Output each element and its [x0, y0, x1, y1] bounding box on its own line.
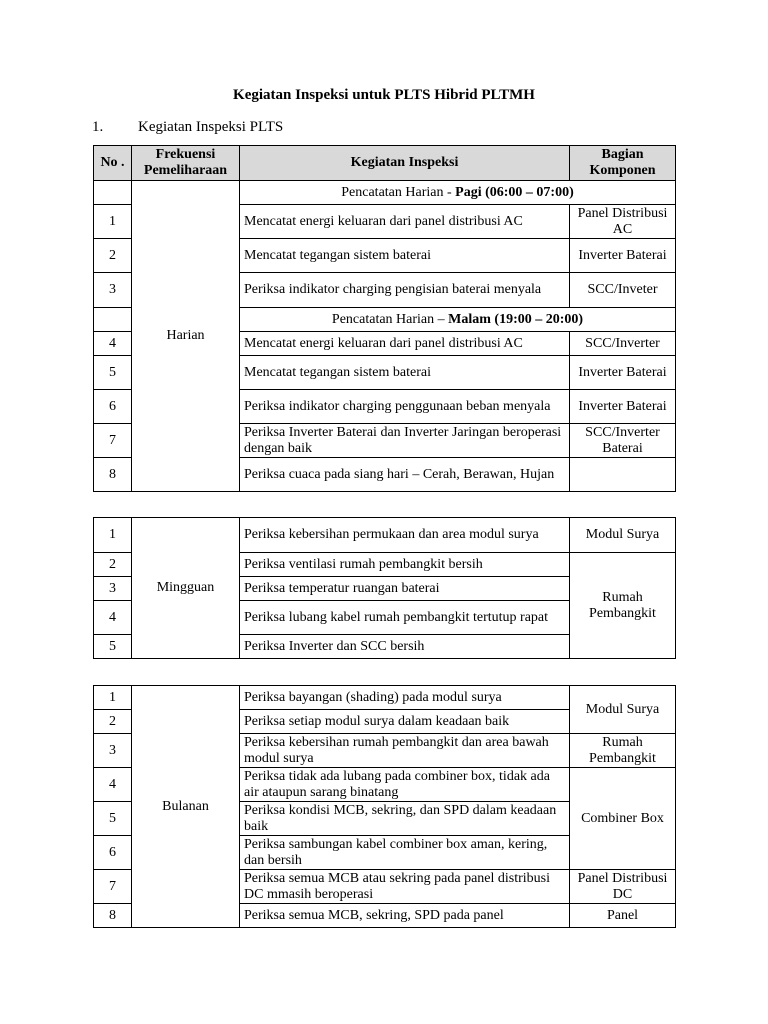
row-no: 1: [94, 518, 132, 553]
row-no: 5: [94, 635, 132, 659]
row-no: 2: [94, 239, 132, 273]
row-component: Panel Distribusi AC: [570, 205, 676, 239]
frequency-cell: Harian: [132, 181, 240, 492]
row-component: Panel: [570, 904, 676, 928]
table-mingguan: [93, 517, 676, 659]
row-component: SCC/Inveter: [570, 273, 676, 308]
row-component: Inverter Baterai: [570, 390, 676, 424]
row-activity: Mencatat energi keluaran dari panel distribusi AC: [240, 205, 570, 239]
row-no: 3: [94, 734, 132, 768]
row-activity: Periksa temperatur ruangan baterai: [240, 577, 570, 601]
frequency-cell: Mingguan: [132, 518, 240, 659]
row-no: 8: [94, 458, 132, 492]
row-activity: Periksa Inverter dan SCC bersih: [240, 635, 570, 659]
row-component: Rumah Pembangkit: [570, 734, 676, 768]
header-activity: Kegiatan Inspeksi: [240, 146, 570, 181]
row-no: 4: [94, 601, 132, 635]
table-harian: [93, 145, 676, 492]
row-component: Modul Surya: [570, 686, 676, 734]
row-component: SCC/Inverter: [570, 332, 676, 356]
row-activity: Periksa kondisi MCB, sekring, dan SPD dalam keadaan baik: [240, 802, 570, 836]
table-header-row: [94, 146, 676, 181]
row-component: Inverter Baterai: [570, 239, 676, 273]
row-activity: Mencatat energi keluaran dari panel distribusi AC: [240, 332, 570, 356]
row-no: 3: [94, 273, 132, 308]
row-activity: Mencatat tegangan sistem baterai: [240, 239, 570, 273]
row-activity: Periksa sambungan kabel combiner box aman, kering, dan bersih: [240, 836, 570, 870]
row-component: [570, 458, 676, 492]
row-no: 2: [94, 710, 132, 734]
row-component: Panel Distribusi DC: [570, 870, 676, 904]
row-no: 7: [94, 870, 132, 904]
row-no: 8: [94, 904, 132, 928]
row-activity: Periksa lubang kabel rumah pembangkit tertutup rapat: [240, 601, 570, 635]
row-activity: Periksa indikator charging penggunaan beban menyala: [240, 390, 570, 424]
row-component: SCC/Inverter Baterai: [570, 424, 676, 458]
frequency-cell: Bulanan: [132, 686, 240, 928]
row-no: 3: [94, 577, 132, 601]
row-activity: Periksa cuaca pada siang hari – Cerah, Berawan, Hujan: [240, 458, 570, 492]
row-component: Combiner Box: [570, 768, 676, 870]
row-no: 5: [94, 802, 132, 836]
row-activity: Periksa Inverter Baterai dan Inverter Jaringan beroperasi dengan baik: [240, 424, 570, 458]
row-no: 6: [94, 836, 132, 870]
row-activity: Periksa indikator charging pengisian baterai menyala: [240, 273, 570, 308]
section-heading: [92, 119, 283, 136]
document-title: Kegiatan Inspeksi untuk PLTS Hibrid PLTMH: [233, 87, 535, 103]
subheader-pagi-row: [94, 181, 676, 205]
row-activity: Periksa semua MCB, sekring, SPD pada panel: [240, 904, 570, 928]
row-activity: Periksa semua MCB atau sekring pada panel distribusi DC mmasih beroperasi: [240, 870, 570, 904]
row-activity: Periksa setiap modul surya dalam keadaan baik: [240, 710, 570, 734]
row-component: Inverter Baterai: [570, 356, 676, 390]
section-title: Kegiatan Inspeksi PLTS: [138, 119, 284, 135]
row-no: 6: [94, 390, 132, 424]
header-no: No .: [94, 146, 132, 181]
row-activity: Periksa kebersihan rumah pembangkit dan area bawah modul surya: [240, 734, 570, 768]
subheader-pagi: Pencatatan Harian - Pagi (06:00 – 07:00): [240, 181, 676, 205]
row-activity: Periksa ventilasi rumah pembangkit bersih: [240, 553, 570, 577]
table-row: [94, 518, 676, 553]
subheader-malam: Pencatatan Harian – Malam (19:00 – 20:00): [240, 308, 676, 332]
row-activity: Periksa tidak ada lubang pada combiner box, tidak ada air ataupun sarang binatang: [240, 768, 570, 802]
row-no: 4: [94, 332, 132, 356]
row-activity: Periksa bayangan (shading) pada modul surya: [240, 686, 570, 710]
section-number: 1.: [92, 119, 104, 135]
row-no: 2: [94, 553, 132, 577]
row-no: 5: [94, 356, 132, 390]
row-component: Rumah Pembangkit: [570, 553, 676, 659]
header-frequency: Frekuensi Pemeliharaan: [132, 146, 240, 181]
row-activity: Periksa kebersihan permukaan dan area modul surya: [240, 518, 570, 553]
table-bulanan: [93, 685, 676, 928]
row-no: 1: [94, 686, 132, 710]
row-activity: Mencatat tegangan sistem baterai: [240, 356, 570, 390]
row-no: 1: [94, 205, 132, 239]
header-component: Bagian Komponen: [570, 146, 676, 181]
table-row: [94, 686, 676, 710]
row-component: Modul Surya: [570, 518, 676, 553]
row-no: 7: [94, 424, 132, 458]
row-no: 4: [94, 768, 132, 802]
